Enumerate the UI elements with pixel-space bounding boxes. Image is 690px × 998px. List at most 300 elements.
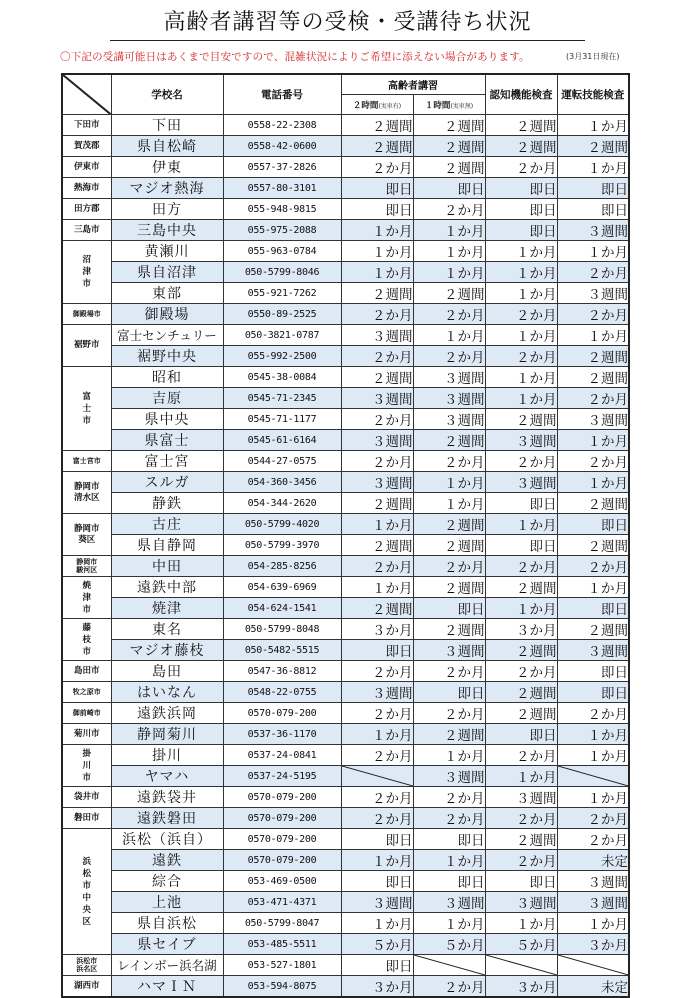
phone-number: 0548-22-0755: [223, 682, 341, 703]
wait-driving: 即日: [557, 178, 629, 199]
city-cell: 伊東市: [62, 157, 111, 178]
school-name: レインボー浜名湖: [111, 955, 223, 976]
phone-number: 053-469-0500: [223, 871, 341, 892]
wait-two-hour: ３週間: [341, 325, 413, 346]
wait-cognitive: ２か月: [485, 157, 557, 178]
school-name: 昭和: [111, 367, 223, 388]
wait-driving: １か月: [557, 724, 629, 745]
wait-two-hour: ２週間: [341, 283, 413, 304]
wait-one-hour: ３週間: [413, 766, 485, 787]
wait-one-hour: ３週間: [413, 892, 485, 913]
wait-one-hour: １か月: [413, 220, 485, 241]
title-underline: [110, 8, 585, 41]
school-name: マジオ藤枝: [111, 640, 223, 661]
phone-number: 050-5799-3970: [223, 535, 341, 556]
wait-cognitive: ２か月: [485, 304, 557, 325]
notice-text: 〇下記の受講可能日はあくまで目安ですので、混雑状況によりご希望に添えない場合があります。: [60, 51, 530, 63]
table-row: [62, 577, 629, 598]
table-row: [62, 136, 629, 157]
city-cell: 浜松市 浜名区: [62, 955, 111, 976]
school-name: スルガ: [111, 472, 223, 493]
school-name: マジオ熱海: [111, 178, 223, 199]
wait-two-hour: ２週間: [341, 367, 413, 388]
table-row: [62, 451, 629, 472]
phone-number: 054-360-3456: [223, 472, 341, 493]
wait-driving: 未定: [557, 850, 629, 871]
phone-number: 055-975-2088: [223, 220, 341, 241]
table-row: [62, 703, 629, 724]
wait-one-hour: ２か月: [413, 556, 485, 577]
city-cell: 浜 松 市 中 央 区: [62, 829, 111, 955]
city-cell: 静岡市 葵区: [62, 514, 111, 556]
wait-driving: １か月: [557, 157, 629, 178]
wait-two-hour: １か月: [341, 262, 413, 283]
wait-cognitive: ３週間: [485, 472, 557, 493]
school-name: 県自松崎: [111, 136, 223, 157]
wait-two-hour: ２週間: [341, 136, 413, 157]
wait-driving: ２か月: [557, 703, 629, 724]
wait-two-hour: 即日: [341, 640, 413, 661]
wait-one-hour: １か月: [413, 913, 485, 934]
wait-one-hour: ２か月: [413, 451, 485, 472]
wait-two-hour: 即日: [341, 829, 413, 850]
wait-cognitive: 即日: [485, 724, 557, 745]
header-one-hour: １時間(実車無): [413, 95, 485, 115]
table-row: [62, 619, 629, 640]
wait-cognitive: １か月: [485, 598, 557, 619]
phone-number: 054-344-2620: [223, 493, 341, 514]
table-row: [62, 388, 629, 409]
wait-two-hour: 即日: [341, 199, 413, 220]
phone-number: 055-921-7262: [223, 283, 341, 304]
wait-two-hour: ２か月: [341, 409, 413, 430]
wait-driving: １か月: [557, 241, 629, 262]
table-row: [62, 808, 629, 829]
table-row: [62, 346, 629, 367]
phone-number: 050-5799-4020: [223, 514, 341, 535]
school-name: 島田: [111, 661, 223, 682]
corner-diagonal-cell: [62, 74, 111, 115]
phone-number: 0570-079-200: [223, 829, 341, 850]
table-row: [62, 409, 629, 430]
wait-cognitive: ２週間: [485, 115, 557, 136]
wait-driving: [557, 955, 629, 976]
school-name: 遠鉄浜岡: [111, 703, 223, 724]
wait-driving: ２週間: [557, 367, 629, 388]
wait-two-hour: 即日: [341, 178, 413, 199]
table-row: [62, 892, 629, 913]
table-row: [62, 115, 629, 136]
phone-number: 053-485-5511: [223, 934, 341, 955]
table-row: [62, 556, 629, 577]
school-name: 県自静岡: [111, 535, 223, 556]
wait-cognitive: ２か月: [485, 745, 557, 766]
phone-number: 0570-079-200: [223, 787, 341, 808]
phone-number: 050-5482-5515: [223, 640, 341, 661]
wait-one-hour: ２週間: [413, 535, 485, 556]
city-cell: 三島市: [62, 220, 111, 241]
school-name: 浜松（浜自）: [111, 829, 223, 850]
wait-two-hour: ２週間: [341, 598, 413, 619]
wait-one-hour: ２週間: [413, 115, 485, 136]
city-cell: 静岡市 駿河区: [62, 556, 111, 577]
wait-cognitive: ３週間: [485, 892, 557, 913]
wait-two-hour: ２か月: [341, 808, 413, 829]
not-applicable-diagonal-icon: [558, 955, 629, 975]
wait-two-hour: ３週間: [341, 430, 413, 451]
wait-one-hour: 即日: [413, 871, 485, 892]
table-row: [62, 199, 629, 220]
table-row: [62, 598, 629, 619]
wait-two-hour: [341, 766, 413, 787]
school-name: 静鉄: [111, 493, 223, 514]
wait-driving: 即日: [557, 661, 629, 682]
wait-driving: ３週間: [557, 409, 629, 430]
phone-number: 0545-38-0084: [223, 367, 341, 388]
header-phone: 電話番号: [223, 74, 341, 115]
wait-two-hour: １か月: [341, 913, 413, 934]
city-cell: 島田市: [62, 661, 111, 682]
wait-two-hour: ２か月: [341, 661, 413, 682]
wait-cognitive: １か月: [485, 514, 557, 535]
phone-number: 0558-42-0600: [223, 136, 341, 157]
table-row: [62, 766, 629, 787]
city-cell: 牧之原市: [62, 682, 111, 703]
city-cell: 袋井市: [62, 787, 111, 808]
school-name: 静岡菊川: [111, 724, 223, 745]
wait-one-hour: ２か月: [413, 703, 485, 724]
wait-one-hour: ２か月: [413, 304, 485, 325]
wait-cognitive: ２か月: [485, 451, 557, 472]
wait-two-hour: ５か月: [341, 934, 413, 955]
wait-two-hour: １か月: [341, 850, 413, 871]
wait-one-hour: ２週間: [413, 136, 485, 157]
wait-cognitive: １か月: [485, 283, 557, 304]
school-name: 中田: [111, 556, 223, 577]
wait-driving: ３週間: [557, 892, 629, 913]
wait-cognitive: ２週間: [485, 136, 557, 157]
wait-one-hour: ２か月: [413, 787, 485, 808]
phone-number: 055-948-9815: [223, 199, 341, 220]
wait-one-hour: ２か月: [413, 199, 485, 220]
wait-driving: 即日: [557, 598, 629, 619]
wait-one-hour: 即日: [413, 829, 485, 850]
wait-driving: ２か月: [557, 304, 629, 325]
table-row: [62, 493, 629, 514]
city-cell: 田方郡: [62, 199, 111, 220]
school-name: 富士宮: [111, 451, 223, 472]
city-cell: 沼 津 市: [62, 241, 111, 304]
table-row: [62, 430, 629, 451]
wait-driving: 即日: [557, 199, 629, 220]
phone-number: 0558-22-2308: [223, 115, 341, 136]
wait-driving: ２か月: [557, 556, 629, 577]
city-cell: 下田市: [62, 115, 111, 136]
school-name: 古庄: [111, 514, 223, 535]
phone-number: 050-3821-0787: [223, 325, 341, 346]
wait-cognitive: １か月: [485, 262, 557, 283]
school-name: はいなん: [111, 682, 223, 703]
wait-cognitive: ３か月: [485, 976, 557, 998]
city-cell: 熱海市: [62, 178, 111, 199]
wait-one-hour: ２か月: [413, 346, 485, 367]
school-name: 掛川: [111, 745, 223, 766]
wait-two-hour: １か月: [341, 514, 413, 535]
wait-cognitive: １か月: [485, 241, 557, 262]
wait-one-hour: ５か月: [413, 934, 485, 955]
wait-one-hour: 即日: [413, 178, 485, 199]
wait-driving: ３週間: [557, 640, 629, 661]
school-name: 吉原: [111, 388, 223, 409]
table-row: [62, 724, 629, 745]
city-cell: 裾野市: [62, 325, 111, 367]
school-name: 県セイブ: [111, 934, 223, 955]
wait-one-hour: ２か月: [413, 661, 485, 682]
wait-driving: ３か月: [557, 934, 629, 955]
table-row: [62, 514, 629, 535]
school-name: 黄瀬川: [111, 241, 223, 262]
wait-driving: １か月: [557, 745, 629, 766]
wait-driving: １か月: [557, 325, 629, 346]
wait-cognitive: 即日: [485, 871, 557, 892]
table-row: [62, 661, 629, 682]
phone-number: 0545-61-6164: [223, 430, 341, 451]
phone-number: 0547-36-8812: [223, 661, 341, 682]
wait-cognitive: １か月: [485, 766, 557, 787]
wait-one-hour: ２週間: [413, 283, 485, 304]
school-name: 田方: [111, 199, 223, 220]
school-name: 裾野中央: [111, 346, 223, 367]
wait-driving: ３週間: [557, 871, 629, 892]
wait-two-hour: ２週間: [341, 115, 413, 136]
wait-cognitive: 即日: [485, 493, 557, 514]
phone-number: 0544-27-0575: [223, 451, 341, 472]
wait-one-hour: １か月: [413, 493, 485, 514]
wait-two-hour: ２週間: [341, 535, 413, 556]
table-row: [62, 157, 629, 178]
wait-driving: [557, 766, 629, 787]
wait-one-hour: ２週間: [413, 619, 485, 640]
school-name: 東部: [111, 283, 223, 304]
wait-cognitive: 即日: [485, 178, 557, 199]
wait-cognitive: １か月: [485, 367, 557, 388]
wait-one-hour: ２週間: [413, 514, 485, 535]
table-row: [62, 535, 629, 556]
school-name: 遠鉄: [111, 850, 223, 871]
city-cell: 御前崎市: [62, 703, 111, 724]
wait-cognitive: ２週間: [485, 577, 557, 598]
wait-cognitive: 即日: [485, 535, 557, 556]
phone-number: 0537-24-5195: [223, 766, 341, 787]
wait-driving: ２か月: [557, 388, 629, 409]
phone-number: 0537-36-1170: [223, 724, 341, 745]
phone-number: 050-5799-8047: [223, 913, 341, 934]
table-row: [62, 829, 629, 850]
wait-two-hour: 即日: [341, 955, 413, 976]
school-name: 県自沼津: [111, 262, 223, 283]
wait-two-hour: １か月: [341, 241, 413, 262]
phone-number: 053-471-4371: [223, 892, 341, 913]
table-row: [62, 367, 629, 388]
wait-one-hour: ３週間: [413, 640, 485, 661]
wait-cognitive: １か月: [485, 388, 557, 409]
wait-two-hour: ２か月: [341, 346, 413, 367]
phone-number: 055-992-2500: [223, 346, 341, 367]
phone-number: 053-594-8075: [223, 976, 341, 998]
phone-number: 054-624-1541: [223, 598, 341, 619]
wait-two-hour: ２か月: [341, 703, 413, 724]
school-name: 県富士: [111, 430, 223, 451]
phone-number: 054-639-6969: [223, 577, 341, 598]
wait-driving: １か月: [557, 430, 629, 451]
school-name: 上池: [111, 892, 223, 913]
table-row: [62, 304, 629, 325]
wait-cognitive: ２週間: [485, 829, 557, 850]
table-row: [62, 913, 629, 934]
city-cell: 賀茂郡: [62, 136, 111, 157]
table-row: [62, 283, 629, 304]
wait-cognitive: 即日: [485, 199, 557, 220]
as-of-date: (3月31日現在): [566, 52, 620, 61]
phone-number: 050-5799-8048: [223, 619, 341, 640]
header-school: 学校名: [111, 74, 223, 115]
school-name: 御殿場: [111, 304, 223, 325]
wait-one-hour: ２か月: [413, 976, 485, 998]
city-cell: 静岡市 清水区: [62, 472, 111, 514]
wait-cognitive: １か月: [485, 325, 557, 346]
table-row: [62, 241, 629, 262]
not-applicable-diagonal-icon: [486, 955, 557, 975]
wait-driving: １か月: [557, 787, 629, 808]
table-body: [62, 115, 629, 998]
wait-two-hour: ２週間: [341, 493, 413, 514]
school-name: 遠鉄磐田: [111, 808, 223, 829]
table-row: [62, 871, 629, 892]
table-row: [62, 682, 629, 703]
school-name: 県自浜松: [111, 913, 223, 934]
wait-one-hour: ２週間: [413, 430, 485, 451]
phone-number: 0545-71-2345: [223, 388, 341, 409]
city-cell: 磐田市: [62, 808, 111, 829]
wait-one-hour: ３週間: [413, 367, 485, 388]
phone-number: 0537-24-0841: [223, 745, 341, 766]
wait-cognitive: ３週間: [485, 430, 557, 451]
school-name: 東名: [111, 619, 223, 640]
wait-one-hour: ２週間: [413, 157, 485, 178]
school-name: 焼津: [111, 598, 223, 619]
city-cell: 藤 枝 市: [62, 619, 111, 661]
phone-number: 0570-079-200: [223, 850, 341, 871]
wait-driving: １か月: [557, 115, 629, 136]
not-applicable-diagonal-icon: [342, 766, 413, 786]
wait-two-hour: ３週間: [341, 388, 413, 409]
wait-two-hour: ３か月: [341, 976, 413, 998]
wait-driving: ２週間: [557, 619, 629, 640]
wait-two-hour: ３か月: [341, 619, 413, 640]
wait-cognitive: ２か月: [485, 661, 557, 682]
wait-cognitive: １か月: [485, 913, 557, 934]
header-elderly-course: 高齢者講習: [341, 74, 485, 95]
phone-number: 0557-37-2826: [223, 157, 341, 178]
phone-number: 0570-079-200: [223, 703, 341, 724]
table-row: [62, 745, 629, 766]
table-row: [62, 976, 629, 998]
wait-driving: 未定: [557, 976, 629, 998]
wait-driving: ２週間: [557, 535, 629, 556]
table-row: [62, 787, 629, 808]
table-row: [62, 850, 629, 871]
phone-number: 0557-80-3101: [223, 178, 341, 199]
school-name: ヤマハ: [111, 766, 223, 787]
wait-cognitive: ２週間: [485, 682, 557, 703]
wait-cognitive: ２か月: [485, 808, 557, 829]
wait-driving: １か月: [557, 913, 629, 934]
school-name: 遠鉄袋井: [111, 787, 223, 808]
city-cell: 掛 川 市: [62, 745, 111, 787]
wait-cognitive: ５か月: [485, 934, 557, 955]
wait-two-hour: ２か月: [341, 451, 413, 472]
school-name: 遠鉄中部: [111, 577, 223, 598]
phone-number: 0545-71-1177: [223, 409, 341, 430]
wait-cognitive: ３週間: [485, 787, 557, 808]
wait-driving: ２か月: [557, 829, 629, 850]
table-row: [62, 178, 629, 199]
wait-one-hour: ２週間: [413, 724, 485, 745]
page-title: 高齢者講習等の受検・受講待ち状況: [163, 10, 532, 35]
wait-one-hour: １か月: [413, 262, 485, 283]
wait-one-hour: １か月: [413, 745, 485, 766]
header-cognitive: 認知機能検査: [485, 74, 557, 115]
wait-driving: ２週間: [557, 136, 629, 157]
wait-cognitive: ２週間: [485, 640, 557, 661]
wait-two-hour: １か月: [341, 724, 413, 745]
table-row: [62, 472, 629, 493]
wait-two-hour: ２か月: [341, 304, 413, 325]
city-cell: 富 士 市: [62, 367, 111, 451]
wait-cognitive: ２か月: [485, 556, 557, 577]
phone-number: 0550-89-2525: [223, 304, 341, 325]
school-name: 綜合: [111, 871, 223, 892]
wait-cognitive: [485, 955, 557, 976]
wait-one-hour: ２週間: [413, 577, 485, 598]
wait-driving: １か月: [557, 472, 629, 493]
wait-cognitive: ３か月: [485, 619, 557, 640]
phone-number: 0570-079-200: [223, 808, 341, 829]
wait-driving: ２か月: [557, 262, 629, 283]
wait-driving: ３週間: [557, 220, 629, 241]
school-name: 県中央: [111, 409, 223, 430]
wait-one-hour: ２か月: [413, 808, 485, 829]
wait-two-hour: ３週間: [341, 682, 413, 703]
wait-cognitive: ２週間: [485, 703, 557, 724]
wait-driving: ３週間: [557, 283, 629, 304]
phone-number: 053-527-1801: [223, 955, 341, 976]
school-name: 下田: [111, 115, 223, 136]
school-name: 三島中央: [111, 220, 223, 241]
wait-two-hour: ３週間: [341, 472, 413, 493]
city-cell: 湖西市: [62, 976, 111, 998]
wait-two-hour: １か月: [341, 220, 413, 241]
wait-one-hour: １か月: [413, 850, 485, 871]
wait-driving: ２週間: [557, 346, 629, 367]
phone-number: 055-963-0784: [223, 241, 341, 262]
wait-cognitive: ２か月: [485, 850, 557, 871]
city-cell: 富士宮市: [62, 451, 111, 472]
wait-driving: 即日: [557, 682, 629, 703]
wait-driving: ２週間: [557, 493, 629, 514]
wait-driving: ２か月: [557, 451, 629, 472]
diagonal-line-icon: [63, 75, 111, 114]
